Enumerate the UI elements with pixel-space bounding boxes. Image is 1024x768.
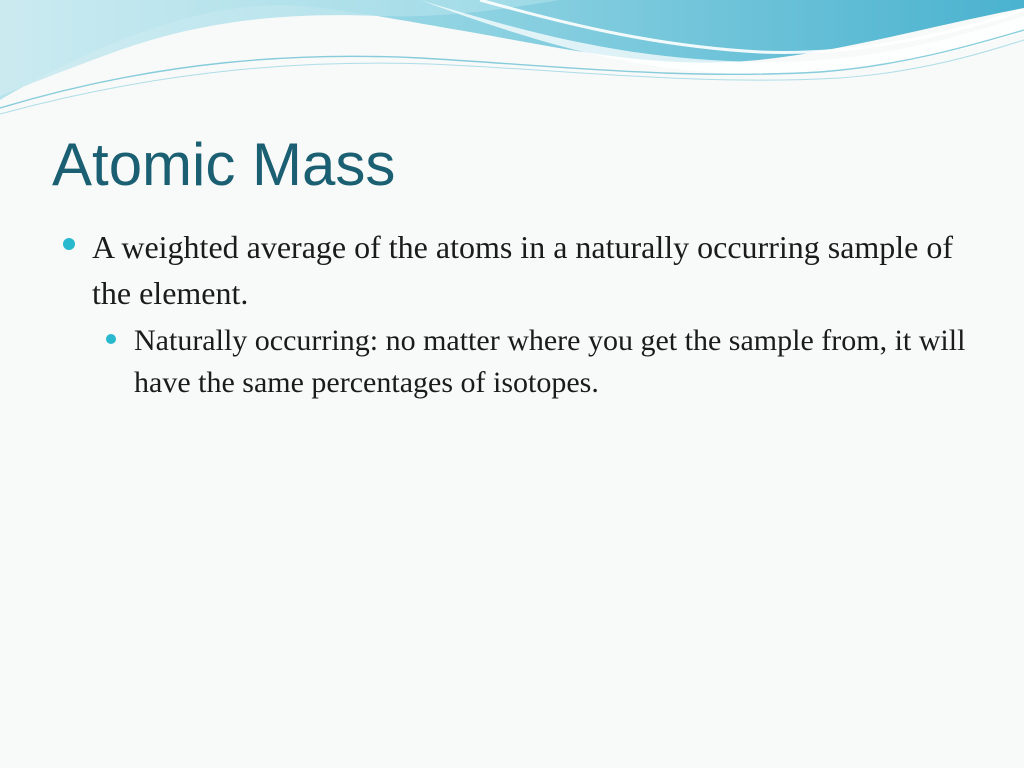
bullet-weighted-average: [60, 224, 980, 316]
slide-body: [60, 224, 980, 404]
slide-title: Atomic Mass: [52, 131, 396, 198]
sub-bullet-dot-icon: [106, 334, 116, 344]
wave-line-2: [0, 40, 1024, 114]
header-wave-decoration: [0, 0, 1024, 140]
bullet-text: A weighted average of the atoms in a naturally occurring sample of the element.: [92, 229, 954, 311]
bullet-dot-icon: [63, 238, 75, 250]
sub-bullet-text: Naturally occurring: no matter where you get the sample from, it will have the same percentages of isotopes.: [134, 324, 966, 399]
sub-bullet-naturally-occurring: [102, 320, 980, 404]
